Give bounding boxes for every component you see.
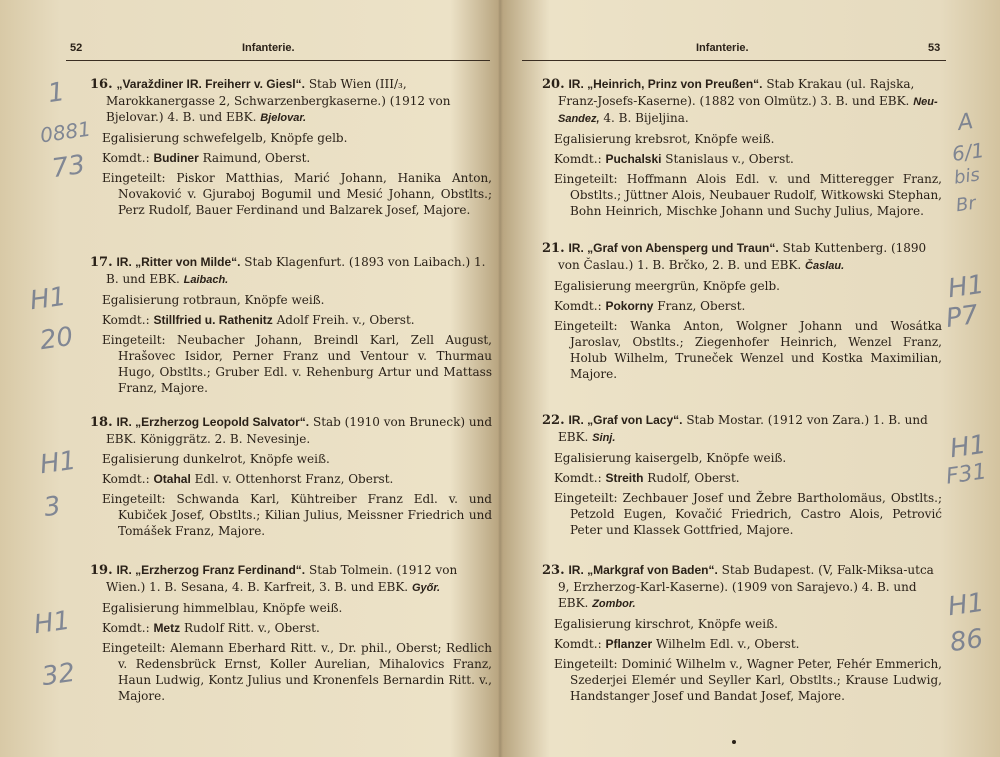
egalisierung: Egalisierung schwefelgelb, Knöpfe gelb. xyxy=(102,131,348,145)
garrison-town: Laibach. xyxy=(183,274,229,286)
entry-number: 23. xyxy=(542,563,565,578)
handwritten-note: 86 xyxy=(948,623,986,659)
eingeteilt: Eingeteilt: Alemann Eberhard Ritt. v., Dr. phil., Oberst; Redlich v. Redensbrück Ernst, Koller Aurelian, Mihalovics Franz, Haun Ludwig, Kontz Julius und Kronenfels Bernardin Ritt. v., Majore. xyxy=(102,641,492,703)
entry-number: 17. xyxy=(90,255,113,270)
handwritten-note: 20 xyxy=(38,321,76,357)
kommandant: Komdt.: Streith Rudolf, Oberst. xyxy=(554,471,740,485)
handwritten-note: H1 xyxy=(948,429,989,465)
header-rule-right xyxy=(522,60,946,61)
garrison-town: Győr. xyxy=(411,582,441,594)
right-page xyxy=(500,0,1000,757)
garrison-town: Bjelovar. xyxy=(260,112,307,124)
regiment-name: IR. „Erzherzog Leopold Salvator“. xyxy=(116,415,310,429)
entry-number: 16. xyxy=(90,77,113,92)
handwritten-note: 73 xyxy=(50,149,88,185)
kommandant: Komdt.: Stillfried u. Rathenitz Adolf Freih. v., Oberst. xyxy=(102,313,415,327)
regiment-entry-22 xyxy=(542,412,942,538)
regiment-entry-18 xyxy=(90,414,492,539)
regiment-entry-17 xyxy=(90,254,492,396)
kommandant: Komdt.: Metz Rudolf Ritt. v., Oberst. xyxy=(102,621,320,635)
kommandant: Komdt.: Pflanzer Wilhelm Edl. v., Oberst. xyxy=(554,637,800,651)
handwritten-note: 32 xyxy=(40,657,78,693)
egalisierung: Egalisierung rotbraun, Knöpfe weiß. xyxy=(102,293,325,307)
stab-info: Stab (1910 von Bruneck) und EBK. Königgrätz. 2. B. Nevesinje. xyxy=(106,415,492,446)
garrison-town: Časlau. xyxy=(805,260,845,272)
page-number-left: 52 xyxy=(70,42,83,54)
page-dot xyxy=(732,740,736,744)
kommandant: Komdt.: Puchalski Stanislaus v., Oberst. xyxy=(554,152,794,166)
garrison-town: Zombor. xyxy=(592,598,636,610)
regiment-name: IR. „Graf von Abensperg und Traun“. xyxy=(568,241,779,255)
stab-info: Stab Tolmein. (1912 von Wien.) 1. B. Sesana, 4. B. Karfreit, 3. B. und EBK. xyxy=(106,563,458,594)
stab-info-cont: 4. B. Bijeljina. xyxy=(603,111,689,125)
running-header-left: Infanterie. xyxy=(242,42,295,54)
regiment-entry-23 xyxy=(542,562,942,704)
handwritten-note: P7 xyxy=(944,299,981,335)
regiment-entry-21 xyxy=(542,240,942,382)
eingeteilt: Eingeteilt: Piskor Matthias, Marić Johann, Hanika Anton, Novaković v. Gjuraboj Bogumil und Mesić Johann, Obstlts.; Perz Rudolf, Bauer Ferdinand und Balzarek Josef, Majore. xyxy=(102,171,492,217)
running-header-right: Infanterie. xyxy=(696,42,749,54)
eingeteilt: Eingeteilt: Schwanda Karl, Kühtreiber Franz Edl. v. und Kubiček Josef, Obstlts.; Kilian Julius, Meissner Friedrich und Tomášek Franz, Majore. xyxy=(102,492,492,538)
header-rule-left xyxy=(66,60,490,61)
handwritten-note: 3 xyxy=(41,490,63,524)
entry-number: 21. xyxy=(542,241,565,256)
egalisierung: Egalisierung krebsrot, Knöpfe weiß. xyxy=(554,132,775,146)
handwritten-note: A xyxy=(956,109,975,136)
handwritten-note: H1 xyxy=(946,587,987,623)
kommandant: Komdt.: Budiner Raimund, Oberst. xyxy=(102,151,311,165)
entry-number: 19. xyxy=(90,563,113,578)
handwritten-note: H1 xyxy=(946,269,987,305)
regiment-name: „Varaždiner IR. Freiherr v. Giesl“. xyxy=(116,77,305,91)
eingeteilt: Eingeteilt: Dominić Wilhelm v., Wagner Peter, Fehér Emmerich, Szederjei Elemér und Seyller Karl, Obstlts.; Krause Ludwig, Handstanger Josef und Bandat Josef, Majore. xyxy=(554,657,942,703)
handwritten-note: bis xyxy=(952,164,982,189)
egalisierung: Egalisierung kirschrot, Knöpfe weiß. xyxy=(554,617,778,631)
regiment-name: IR. „Erzherzog Franz Ferdinand“. xyxy=(116,563,306,577)
stab-info: Stab Mostar. (1912 von Zara.) 1. B. und EBK. xyxy=(558,413,928,444)
eingeteilt: Eingeteilt: Neubacher Johann, Breindl Karl, Zell August, Hrašovec Isidor, Perner Franz und Ventour v. Thurmau Hugo, Obstlts.; Gruber Edl. v. Rehenburg Artur und Mattass Franz, Majore. xyxy=(102,333,492,395)
regiment-name: IR. „Ritter von Milde“. xyxy=(116,255,241,269)
eingeteilt: Eingeteilt: Hoffmann Alois Edl. v. und Mitteregger Franz, Obstlts.; Jüttner Alois, Neubauer Rudolf, Witkowski Stephan, Bohn Heinrich, Mischke Johann und Suchy Julius, Majore. xyxy=(554,172,942,218)
regiment-entry-16 xyxy=(90,76,492,218)
egalisierung: Egalisierung kaisergelb, Knöpfe weiß. xyxy=(554,451,787,465)
handwritten-note: H1 xyxy=(38,445,79,481)
entry-number: 18. xyxy=(90,415,113,430)
egalisierung: Egalisierung himmelblau, Knöpfe weiß. xyxy=(102,601,343,615)
regiment-name: IR. „Graf von Lacy“. xyxy=(568,413,683,427)
garrison-town: Neu-Sandez, xyxy=(558,96,938,125)
handwritten-note: H1 xyxy=(32,605,73,641)
regiment-name: IR. „Heinrich, Prinz von Preußen“. xyxy=(568,77,763,91)
entry-number: 22. xyxy=(542,413,565,428)
egalisierung: Egalisierung dunkelrot, Knöpfe weiß. xyxy=(102,452,330,466)
stab-info: Stab Budapest. (V, Falk-Miksa-utca 9, Erzherzog-Karl-Kaserne). (1909 von Sarajevo.) 4. B. und EBK. xyxy=(558,563,934,610)
garrison-town: Sinj. xyxy=(592,432,616,444)
handwritten-note: H1 xyxy=(28,281,69,317)
stab-info: Stab Krakau (ul. Rajska, Franz-Josefs-Kaserne). (1882 von Olmütz.) 3. B. und EBK. xyxy=(558,77,915,108)
regiment-name: IR. „Markgraf von Baden“. xyxy=(568,563,718,577)
stab-info: Stab Klagenfurt. (1893 von Laibach.) 1. B. und EBK. xyxy=(106,255,486,286)
regiment-entry-20 xyxy=(542,76,942,219)
handwritten-note: 0881 xyxy=(38,116,93,148)
eingeteilt: Eingeteilt: Wanka Anton, Wolgner Johann und Wosátka Jaroslav, Obstlts.; Ziegenhofer Heinrich, Wenzel Franz, Holub Wilhelm, Truneček Wenzel und Kostka Maximilian, Majore. xyxy=(554,319,942,381)
handwritten-note: 6/1 xyxy=(950,137,986,167)
stab-info: Stab Wien (III/₃, Marokkanergasse 2, Schwarzenbergkaserne.) (1912 von Bjelovar.) 4. B. und EBK. xyxy=(106,77,451,124)
handwritten-note: F31 xyxy=(944,459,989,490)
stab-info: Stab Kuttenberg. (1890 von Časlau.) 1. B. Brčko, 2. B. und EBK. xyxy=(558,241,927,272)
egalisierung: Egalisierung meergrün, Knöpfe gelb. xyxy=(554,279,780,293)
regiment-entry-19 xyxy=(90,562,492,704)
handwritten-note: Br xyxy=(954,192,978,217)
entry-number: 20. xyxy=(542,77,565,92)
page-number-right: 53 xyxy=(928,42,941,54)
eingeteilt: Eingeteilt: Zechbauer Josef und Žebre Bartholomäus, Obstlts.; Petzold Eugen, Kovačić Friedrich, Castro Alois, Petrović Peter und Klassek Gottfried, Majore. xyxy=(554,491,942,537)
kommandant: Komdt.: Pokorny Franz, Oberst. xyxy=(554,299,746,313)
kommandant: Komdt.: Otahal Edl. v. Ottenhorst Franz, Oberst. xyxy=(102,472,394,486)
handwritten-note: 1 xyxy=(45,76,67,110)
